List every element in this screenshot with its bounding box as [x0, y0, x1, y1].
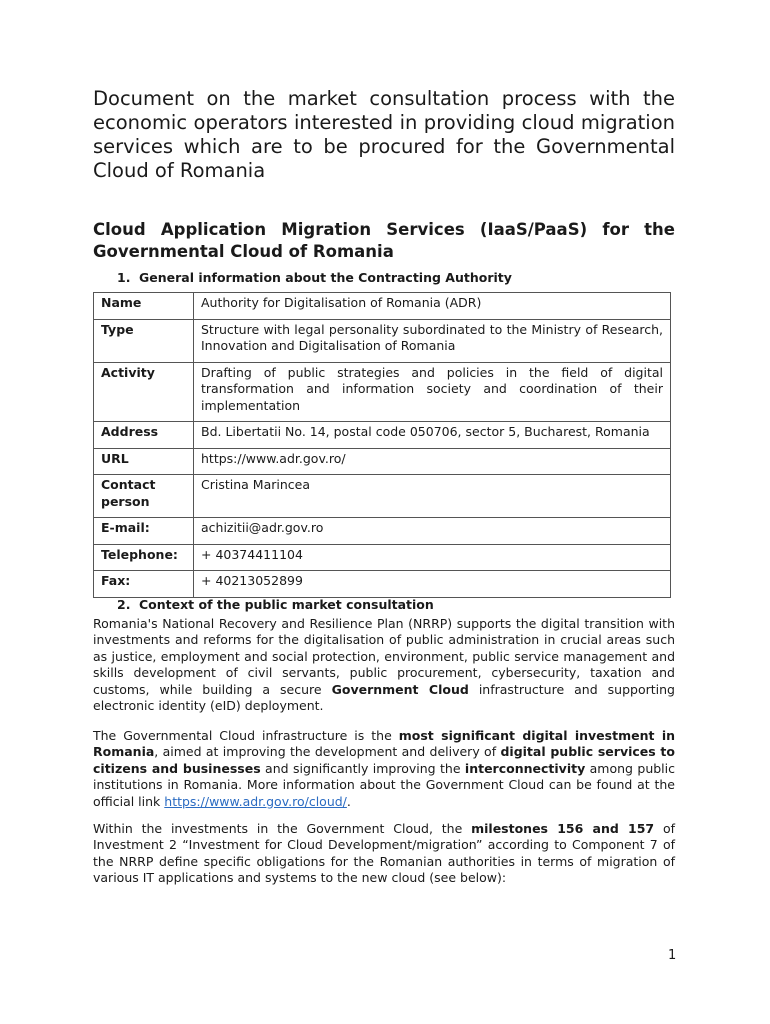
government-cloud-link[interactable]: https://www.adr.gov.ro/cloud/ — [164, 793, 347, 809]
url-value: https://www.adr.gov.ro/ — [194, 448, 671, 475]
text-span: of Investment 2 “Investment for Cloud Development/migration” according to Component 7 of the NRRP define specific obligations for the Romanian authorities in terms of migration of various IT applications and systems to the new cloud (see below): — [93, 821, 675, 886]
text-span: and significantly improving the — [260, 760, 465, 776]
bold-span: interconnectivity — [464, 760, 586, 776]
table-row — [94, 571, 671, 598]
bold-span: Government Cloud — [331, 681, 469, 697]
table-row — [94, 475, 671, 518]
text-span: Romania's National Recovery and Resilience Plan (NRRP) supports the digital transition with investments and reforms for the digitalisation of public administration in crucial areas such as justice, employment and social protection, environment, public service management and skills development of civil servants, public procurement, cybersecurity, taxation and customs, while building a secure — [93, 616, 675, 697]
row-label: URL — [94, 448, 194, 475]
bold-span: digital public services to citizens and businesses — [93, 744, 675, 776]
context-paragraph-2 — [93, 728, 675, 810]
row-label: Activity — [94, 362, 194, 422]
row-label: E-mail: — [94, 518, 194, 545]
text-span: among public institutions in Romania. More information about the Government Cloud can be found at the official link — [93, 760, 675, 809]
contracting-authority-table — [93, 292, 671, 598]
text-span: infrastructure and supporting electronic identity (eID) deployment. — [93, 681, 675, 714]
row-value: Structure with legal personality subordinated to the Ministry of Research, Innovation and Digitalisation of Romania — [194, 319, 671, 362]
row-value: + 40213052899 — [194, 571, 671, 598]
section-1-heading — [117, 270, 512, 286]
document-subtitle: Cloud Application Migration Services (IaaS/PaaS) for the Governmental Cloud of Romania — [93, 220, 675, 261]
row-value: Authority for Digitalisation of Romania (ADR) — [194, 293, 671, 320]
text-span: The Governmental Cloud infrastructure is the — [93, 728, 399, 743]
row-label: Contact person — [94, 475, 194, 518]
section-2-number: 2. — [117, 597, 131, 612]
table-row — [94, 518, 671, 545]
row-value: Bd. Libertatii No. 14, postal code 050706, sector 5, Bucharest, Romania — [194, 422, 671, 449]
table-row — [94, 293, 671, 320]
row-label: Type — [94, 319, 194, 362]
table-row — [94, 422, 671, 449]
section-1-number: 1. — [117, 270, 131, 285]
row-label: Fax: — [94, 571, 194, 598]
context-paragraph-3 — [93, 821, 675, 887]
table-row — [94, 544, 671, 571]
text-span: , aimed at improving the development and delivery of — [154, 744, 501, 760]
row-label: Address — [94, 422, 194, 449]
email-value: achizitii@adr.gov.ro — [194, 518, 671, 545]
section-2-title: Context of the public market consultation — [139, 597, 434, 612]
row-label: Name — [94, 293, 194, 320]
section-2-heading — [117, 597, 434, 613]
bold-span: milestones 156 and 157 — [471, 821, 655, 836]
row-value: Cristina Marincea — [194, 475, 671, 518]
table-row — [94, 319, 671, 362]
row-value: Drafting of public strategies and policies in the field of digital transformation and information society and coordination of their implementation — [194, 362, 671, 422]
text-span: . — [346, 793, 351, 809]
row-value: + 40374411104 — [194, 544, 671, 571]
row-label: Telephone: — [94, 544, 194, 571]
bold-span: most significant digital investment in Romania — [93, 728, 675, 760]
document-title: Document on the market consultation process with the economic operators interested in providing cloud migration services which are to be procured for the Governmental Cloud of Romania — [93, 87, 675, 182]
section-1-title: General information about the Contracting Authority — [139, 270, 512, 285]
text-span: Within the investments in the Government Cloud, the — [93, 821, 472, 836]
table-row — [94, 448, 671, 475]
page-number: 1 — [668, 948, 677, 963]
table-row — [94, 362, 671, 422]
context-paragraph-1 — [93, 616, 675, 714]
